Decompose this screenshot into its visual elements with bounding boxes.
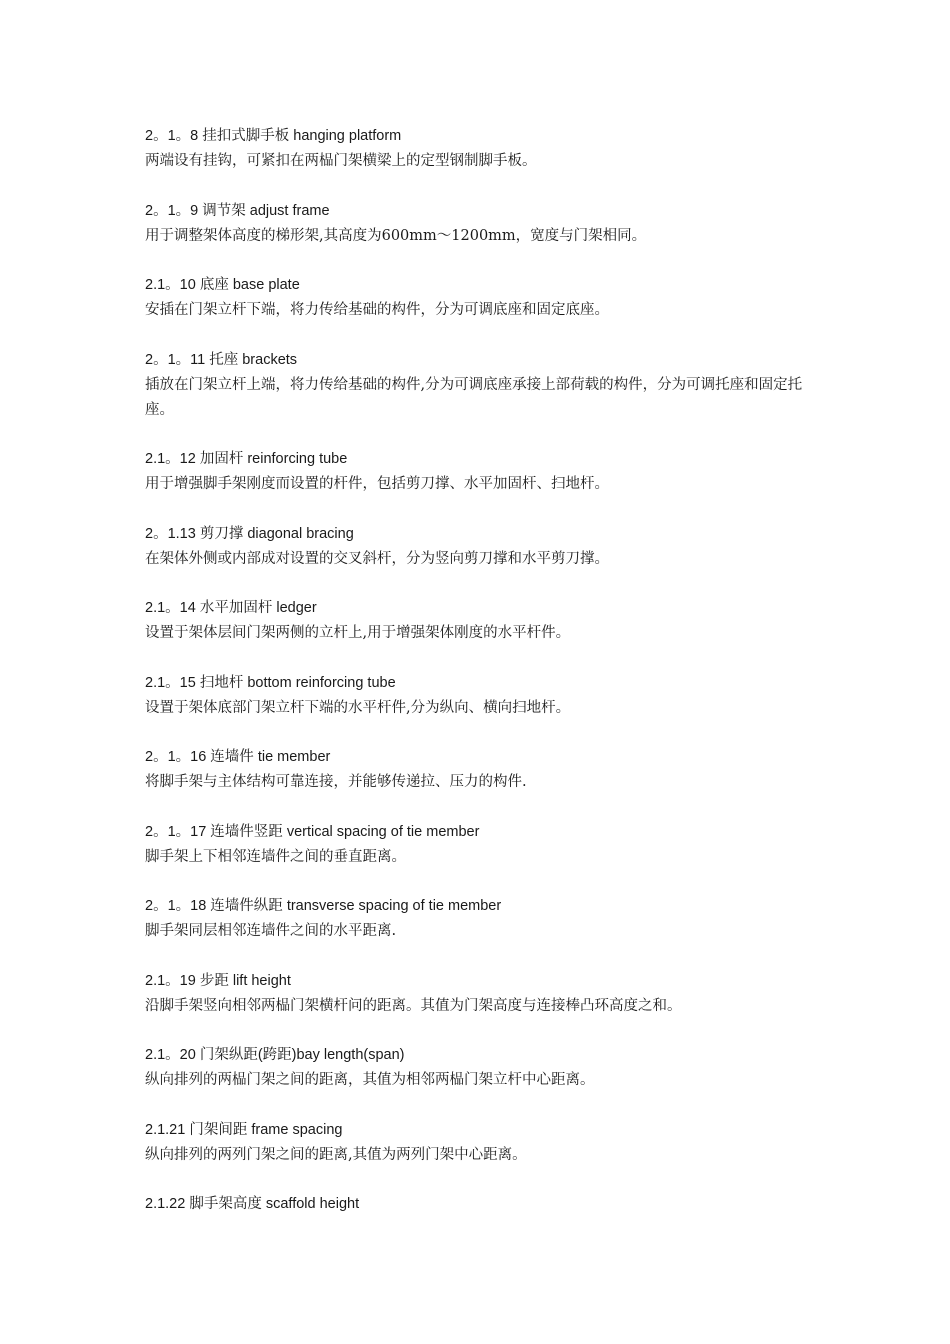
definition-entry-2-1-18 bbox=[145, 894, 815, 944]
entry-text: 沿脚手架竖向相邻两榀门架横杆问的距离。其值为门架高度与连接棒凸环高度之和。 bbox=[145, 997, 682, 1014]
entry-text: 插放在门架立杆上端，将力传给基础的构件,分为可调底座承接上部荷载的构件，分为可调托座和固定托座。 bbox=[145, 376, 803, 418]
definition-entry-2-1-11 bbox=[145, 348, 815, 423]
entry-text: 用于增强脚手架刚度而设置的杆件，包括剪刀撑、水平加固杆、扫地杆。 bbox=[145, 476, 609, 492]
entry-heading: 2.1.21 门架间距 frame spacing bbox=[145, 1121, 343, 1138]
entry-heading: 2.1.22 脚手架高度 scaffold height bbox=[145, 1196, 360, 1212]
entry-text: 纵向排列的两列门架之间的距离,其值为两列门架中心距离。 bbox=[145, 1146, 527, 1163]
entry-text: 用于调整架体高度的梯形架,其高度为600mm～1200mm，宽度与门架相同。 bbox=[145, 227, 647, 244]
entry-heading: 2。1。8 挂扣式脚手板 hanging platform bbox=[145, 128, 402, 144]
definition-entry-2-1-13 bbox=[145, 522, 815, 572]
definition-entry-2-1-9 bbox=[145, 199, 815, 249]
entry-heading: 2.1。15 扫地杆 bottom reinforcing tube bbox=[145, 674, 396, 691]
definition-entry-2-1-15 bbox=[145, 671, 815, 721]
definition-entry-2-1-12 bbox=[145, 447, 815, 497]
entry-text: 脚手架同层相邻连墙件之间的水平距离. bbox=[145, 923, 397, 939]
entry-text: 安插在门架立杆下端，将力传给基础的构件，分为可调底座和固定底座。 bbox=[145, 302, 609, 318]
definition-entry-2-1-16 bbox=[145, 745, 815, 795]
entry-text: 设置于架体底部门架立杆下端的水平杆件,分为纵向、横向扫地杆。 bbox=[145, 699, 571, 716]
entry-heading: 2。1。18 连墙件纵距 transverse spacing of tie member bbox=[145, 898, 502, 914]
entry-heading: 2。1。9 调节架 adjust frame bbox=[145, 202, 330, 219]
entry-heading: 2。1.13 剪刀撑 diagonal bracing bbox=[145, 525, 354, 542]
entry-heading: 2.1。14 水平加固杆 ledger bbox=[145, 600, 317, 616]
definition-entry-2-1-8 bbox=[145, 124, 815, 174]
definition-entry-2-1-10 bbox=[145, 273, 815, 323]
entry-text: 将脚手架与主体结构可靠连接，并能够传递拉、压力的构件. bbox=[145, 774, 527, 790]
entry-text: 两端设有挂钩，可紧扣在两榀门架横梁上的定型钢制脚手板。 bbox=[145, 153, 537, 169]
entry-heading: 2.1。20 门架纵距(跨距)bay length(span) bbox=[145, 1047, 405, 1063]
entry-heading: 2。1。17 连墙件竖距 vertical spacing of tie member bbox=[145, 823, 480, 840]
definition-entry-2-1-22 bbox=[145, 1192, 815, 1217]
entry-heading: 2。1。16 连墙件 tie member bbox=[145, 749, 331, 765]
entry-text: 在架体外侧或内部成对设置的交叉斜杆，分为竖向剪刀撑和水平剪刀撑。 bbox=[145, 550, 609, 567]
definition-entry-2-1-19 bbox=[145, 969, 815, 1019]
entry-heading: 2.1。10 底座 base plate bbox=[145, 277, 300, 293]
definition-entry-2-1-20 bbox=[145, 1043, 815, 1093]
definition-entry-2-1-14 bbox=[145, 596, 815, 646]
entry-text: 纵向排列的两榀门架之间的距离，其值为相邻两榀门架立杆中心距离。 bbox=[145, 1072, 595, 1088]
entry-heading: 2.1。12 加固杆 reinforcing tube bbox=[145, 451, 348, 467]
entry-heading: 2。1。11 托座 brackets bbox=[145, 351, 298, 368]
definition-entry-2-1-21 bbox=[145, 1118, 815, 1168]
entry-text: 脚手架上下相邻连墙件之间的垂直距离。 bbox=[145, 848, 406, 865]
document-content bbox=[145, 124, 815, 1242]
entry-text: 设置于架体层间门架两侧的立杆上,用于增强架体刚度的水平杆件。 bbox=[145, 625, 571, 641]
definition-entry-2-1-17 bbox=[145, 820, 815, 870]
entry-heading: 2.1。19 步距 lift height bbox=[145, 972, 291, 989]
